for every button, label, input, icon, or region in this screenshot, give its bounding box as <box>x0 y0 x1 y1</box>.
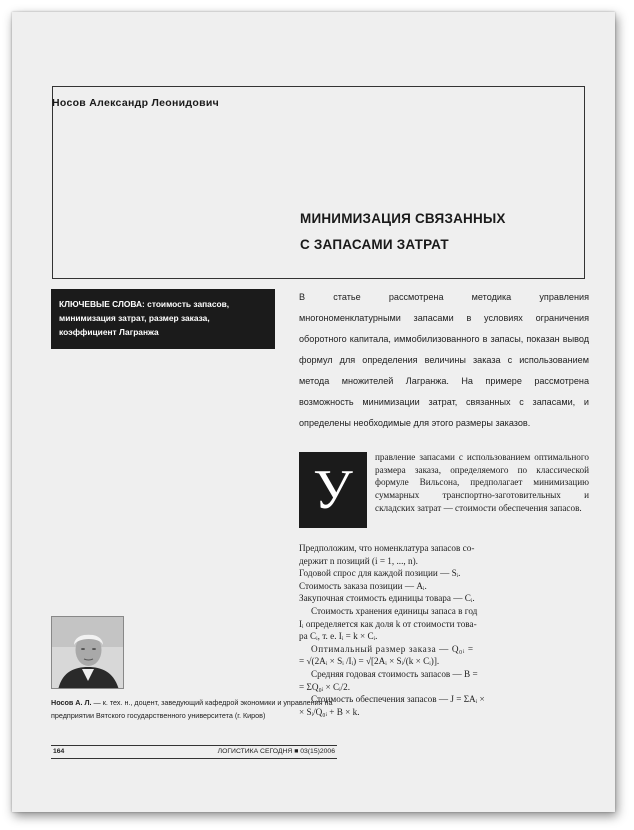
abstract-text: В статье рассмотрена методика управления многономенклатурными запасами в условиях ограничения оборотного капитала, иммобилизованного в запасы, показан вывод формул для определения величины заказа с использованием метода множителей Лагранжа. На примере рассмотрена возможность минимизации затрат, связанных с запасами, и определены необходимые для этого размеры заказов. <box>299 292 589 428</box>
body-line: Стоимость обеспечения запасов — J = ΣAᵢ × <box>311 694 485 705</box>
intro-paragraph: правление запасами с использованием оптимального размера заказа, определяемого по классической формуле Вильсона, предполагает минимизацию суммарных транспортно-заготовительных и складских затрат — стоимости обеспечения запасов. <box>375 452 589 513</box>
keywords-line-1: КЛЮЧЕВЫЕ СЛОВА: стоимость запасов, <box>59 299 230 309</box>
keywords-line-2: минимизация затрат, размер заказа, <box>59 313 210 323</box>
body-line: Оптимальный размер заказа — Q₀ᵢ = <box>311 643 474 654</box>
body-line: держит n позиций (i = 1, ..., n). <box>299 555 418 566</box>
body-line: Предположим, что номенклатура запасов со- <box>299 543 475 553</box>
caption-author: Носов А. Л. <box>51 698 92 707</box>
keywords-line-3: коэффициент Лагранжа <box>59 327 159 337</box>
caption-text: — к. тех. н., доцент, заведующий кафедрой экономики и управления на <box>91 698 333 707</box>
body-line: Iᵢ определяется как доля k от стоимости това- <box>299 618 477 629</box>
page-footer <box>51 748 337 758</box>
body-line: = ΣQ₀ᵢ × Cᵢ/2. <box>299 681 351 692</box>
article-title <box>300 206 560 258</box>
footer-divider-bottom <box>51 758 337 759</box>
body-line: ра Cᵢ, т. е. Iᵢ = k × Cᵢ. <box>299 631 378 642</box>
body-line: Средняя годовая стоимость запасов — В = <box>311 668 478 679</box>
body-line: × Sᵢ/Q₀ᵢ + B × k. <box>299 706 360 717</box>
title-line-2: С ЗАПАСАМИ ЗАТРАТ <box>300 237 449 252</box>
footer-divider <box>51 745 337 746</box>
body-line: = √(2Aᵢ × Sᵢ /Iᵢ) = √[2Aᵢ × Sᵢ/(k × Cᵢ)]. <box>299 656 440 667</box>
page-number: 164 <box>53 748 65 755</box>
keywords-box <box>51 289 275 349</box>
body-line: Годовой спрос для каждой позиции — Sᵢ. <box>299 568 461 579</box>
title-line-1: МИНИМИЗАЦИЯ СВЯЗАННЫХ <box>300 211 506 226</box>
author-name: Носов Александр Леонидович <box>52 97 220 109</box>
journal-name: ЛОГИСТИКА СЕГОДНЯ ■ 03(15)2006 <box>217 748 335 755</box>
caption-text-2: предприятии Вятского государственного университета (г. Киров) <box>51 711 266 720</box>
author-photo <box>51 616 124 689</box>
author-caption <box>51 696 341 722</box>
body-line: Закупочная стоимость единицы товара — Cᵢ. <box>299 593 475 604</box>
body-line: Стоимость хранения единицы запаса в год <box>311 605 478 616</box>
body-line: Стоимость заказа позиции — Aᵢ. <box>299 580 427 591</box>
body-text <box>299 542 589 718</box>
drop-cap: У <box>299 452 367 528</box>
